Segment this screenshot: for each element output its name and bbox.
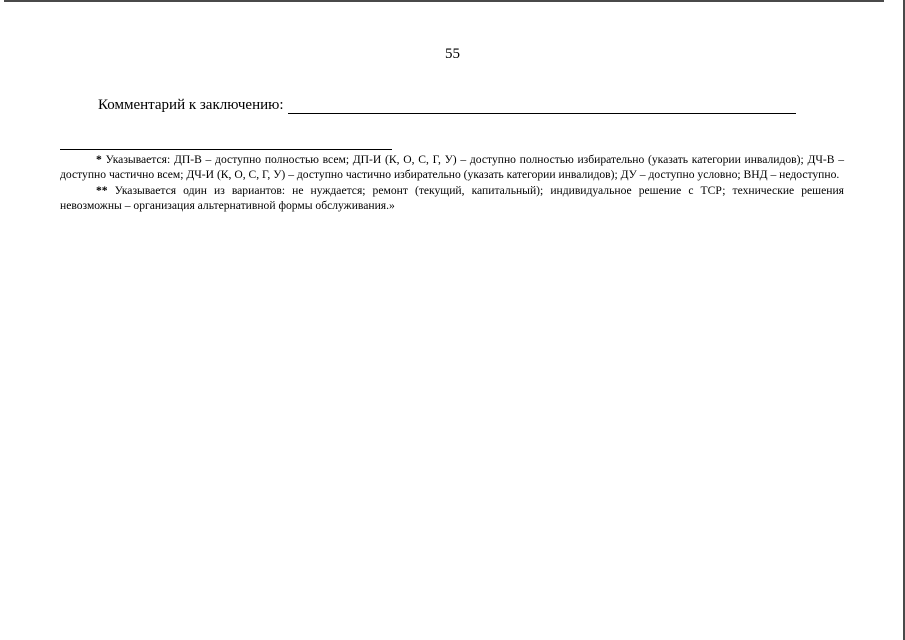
footnote-1-marker: *: [96, 153, 102, 166]
footnote-2-marker: **: [96, 183, 108, 197]
footnote-1-text: Указывается: ДП-В – доступно полностью всем; ДП-И (К, О, С, Г, У) – доступно полностью избирательно (указать категории инвалидов); ДЧ-В – доступно частично всем; ДЧ-И (К, О, С, Г, У) – доступно частично избирательно (указать категории инвалидов); ДУ – доступно условно; ВНД – недоступно.: [60, 153, 844, 182]
footnote-2-text: Указывается один из вариантов: не нуждается; ремонт (текущий, капитальный); индивидуальное решение с ТСР; технические решения невозможны – организация альтернативной формы обслуживания.»: [60, 183, 844, 212]
footnote-separator: [60, 149, 392, 150]
comment-label: Комментарий к заключению:: [98, 97, 284, 113]
page-number: 55: [445, 46, 460, 62]
comment-row: [98, 94, 808, 114]
footnote-1: [60, 152, 844, 183]
footnotes: [60, 152, 844, 213]
comment-field[interactable]: [288, 97, 796, 114]
footnote-2: [60, 183, 844, 214]
scan-edge-top: [4, 0, 884, 2]
